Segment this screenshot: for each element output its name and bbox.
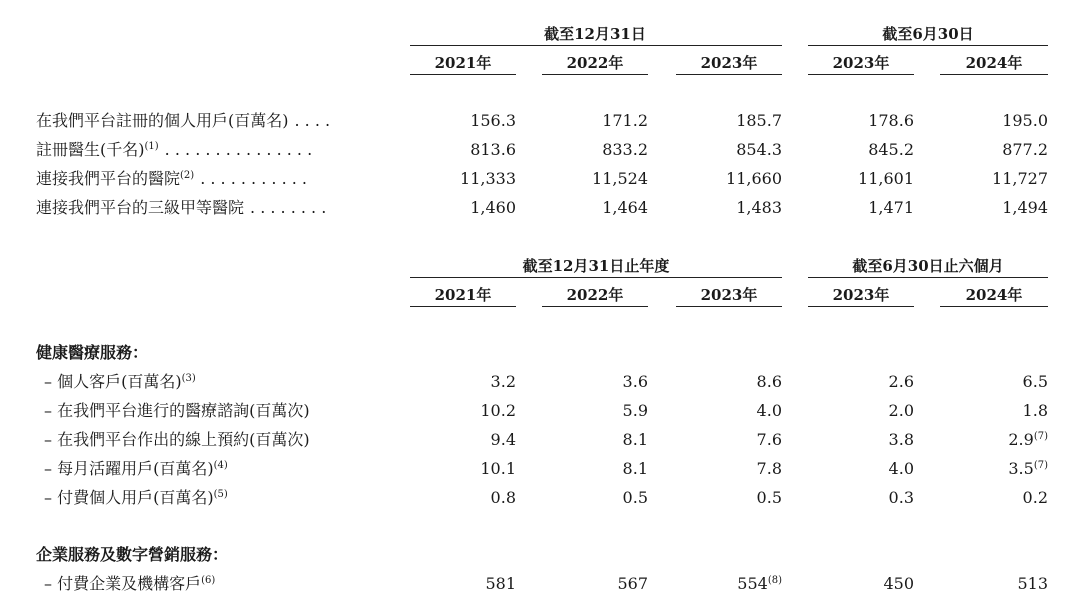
footnote-ref: (2) xyxy=(180,170,195,181)
footnote-ref: (1) xyxy=(144,141,159,152)
row-label: 在我們平台註冊的個人用戶(百萬名) xyxy=(36,111,289,130)
footnote-ref: (8) xyxy=(767,575,782,586)
cell-2023-h: 4.0 xyxy=(888,459,914,478)
table1-year-2023: 2023年 xyxy=(700,54,758,72)
table1-year-2021: 2021年 xyxy=(434,54,492,72)
table2-year-rule-4 xyxy=(808,306,914,307)
row-label: – 在我們平台作出的線上預約(百萬次) xyxy=(44,430,310,449)
cell-2023-h: 0.3 xyxy=(888,488,914,507)
table2-year-2023-h: 2023年 xyxy=(832,286,890,304)
cell-2022: 567 xyxy=(617,574,648,593)
row-label: – 個人客戶(百萬名) xyxy=(44,372,182,391)
row-label: – 在我們平台進行的醫療諮詢(百萬次) xyxy=(44,401,310,420)
cell-2021: 9.4 xyxy=(490,430,516,449)
cell-2024-h: 877.2 xyxy=(1002,140,1048,159)
table2-year-2023: 2023年 xyxy=(700,286,758,304)
table1-year-rule-5 xyxy=(940,74,1048,75)
cell-2023: 185.7 xyxy=(736,111,782,130)
cell-2024-h: 195.0 xyxy=(1002,111,1048,130)
row-label: – 付費個人用戶(百萬名) xyxy=(44,488,214,507)
cell-2023-h: 2.0 xyxy=(888,401,914,420)
footnote-ref: (7) xyxy=(1033,431,1048,442)
cell-2023: 7.8 xyxy=(756,459,782,478)
table2-group-rule-sixmonths xyxy=(808,277,1048,278)
cell-2023-h: 11,601 xyxy=(858,169,914,188)
cell-2021: 581 xyxy=(485,574,516,593)
table1-group-header-jun30: 截至6月30日 xyxy=(882,25,974,43)
cell-2022: 8.1 xyxy=(622,459,648,478)
table1-year-2022: 2022年 xyxy=(566,54,624,72)
table1-group-rule-dec31 xyxy=(410,45,782,46)
leader-dots: . . . . . . . . xyxy=(250,198,327,217)
cell-2024-h: 1.8 xyxy=(1022,401,1048,420)
cell-2024-h: 0.2 xyxy=(1022,488,1048,507)
cell-value: 554 xyxy=(737,574,768,593)
cell-2022: 833.2 xyxy=(602,140,648,159)
cell-2022: 3.6 xyxy=(622,372,648,391)
cell-2022: 171.2 xyxy=(602,111,648,130)
cell-2023-h: 2.6 xyxy=(888,372,914,391)
leader-dots: . . . . . . . . . . . . . . . xyxy=(164,140,313,159)
table1-year-2023-h: 2023年 xyxy=(832,54,890,72)
footnote-ref: (3) xyxy=(181,373,196,384)
cell-2021: 1,460 xyxy=(470,198,516,217)
cell-2023-h: 3.8 xyxy=(888,430,914,449)
section-title-health: 健康醫療服務： xyxy=(36,343,149,362)
cell-value: 2.9 xyxy=(1008,430,1034,449)
cell-2023: 854.3 xyxy=(736,140,782,159)
cell-2023: 0.5 xyxy=(756,488,782,507)
footnote-ref: (6) xyxy=(201,575,216,586)
cell-2021: 10.2 xyxy=(480,401,516,420)
table2-group-header-sixmonths: 截至6月30日止六個月 xyxy=(852,257,1004,275)
table1-group-rule-jun30 xyxy=(808,45,1048,46)
cell-2024-h xyxy=(900,459,1048,479)
cell-2021: 813.6 xyxy=(470,140,516,159)
table1-year-rule-2 xyxy=(542,74,648,75)
table1-year-rule-3 xyxy=(676,74,782,75)
table1-year-2024-h: 2024年 xyxy=(965,54,1023,72)
table2-group-rule-year xyxy=(410,277,782,278)
cell-2021: 3.2 xyxy=(490,372,516,391)
cell-2021: 11,333 xyxy=(460,169,516,188)
cell-2021: 156.3 xyxy=(470,111,516,130)
section-title-enterprise: 企業服務及數字營銷服務： xyxy=(36,545,229,564)
row-label: – 付費企業及機構客戶 xyxy=(44,574,202,593)
table2-group-header-year: 截至12月31日止年度 xyxy=(522,257,670,275)
cell-2023-h: 450 xyxy=(883,574,914,593)
cell-2024-h: 1,494 xyxy=(1002,198,1048,217)
footnote-ref: (4) xyxy=(213,460,228,471)
table2-year-rule-3 xyxy=(676,306,782,307)
cell-2022: 5.9 xyxy=(622,401,648,420)
table2-year-2024-h: 2024年 xyxy=(965,286,1023,304)
cell-2022: 11,524 xyxy=(592,169,648,188)
cell-2022: 0.5 xyxy=(622,488,648,507)
cell-2022: 1,464 xyxy=(602,198,648,217)
leader-dots: . . . . . . . . . . . xyxy=(200,169,307,188)
table2-year-2021: 2021年 xyxy=(434,286,492,304)
cell-2023: 11,660 xyxy=(726,169,782,188)
cell-2024-h: 11,727 xyxy=(992,169,1048,188)
cell-2024-h: 6.5 xyxy=(1022,372,1048,391)
cell-2023 xyxy=(634,574,782,594)
cell-2021: 10.1 xyxy=(480,459,516,478)
cell-2022: 8.1 xyxy=(622,430,648,449)
table2-year-rule-1 xyxy=(410,306,516,307)
cell-2023: 4.0 xyxy=(756,401,782,420)
table1-group-header-dec31: 截至12月31日 xyxy=(544,25,646,43)
table2-year-2022: 2022年 xyxy=(566,286,624,304)
cell-2023-h: 845.2 xyxy=(868,140,914,159)
row-label: 註冊醫生(千名) xyxy=(36,140,145,159)
footnote-ref: (7) xyxy=(1033,460,1048,471)
cell-2023: 1,483 xyxy=(736,198,782,217)
cell-2023: 7.6 xyxy=(756,430,782,449)
leader-dots: . . . . xyxy=(294,111,331,130)
table2-year-rule-5 xyxy=(940,306,1048,307)
row-label: 連接我們平台的醫院 xyxy=(36,169,181,188)
table1-year-rule-1 xyxy=(410,74,516,75)
table2-year-rule-2 xyxy=(542,306,648,307)
cell-2023-h: 178.6 xyxy=(868,111,914,130)
cell-2024-h xyxy=(900,430,1048,450)
table1-year-rule-4 xyxy=(808,74,914,75)
cell-2023: 8.6 xyxy=(756,372,782,391)
row-label: – 每月活躍用戶(百萬名) xyxy=(44,459,214,478)
row-label: 連接我們平台的三級甲等醫院 xyxy=(36,198,245,217)
footnote-ref: (5) xyxy=(213,489,228,500)
cell-2023-h: 1,471 xyxy=(868,198,914,217)
cell-2021: 0.8 xyxy=(490,488,516,507)
cell-value: 3.5 xyxy=(1008,459,1034,478)
cell-2024-h: 513 xyxy=(1017,574,1048,593)
